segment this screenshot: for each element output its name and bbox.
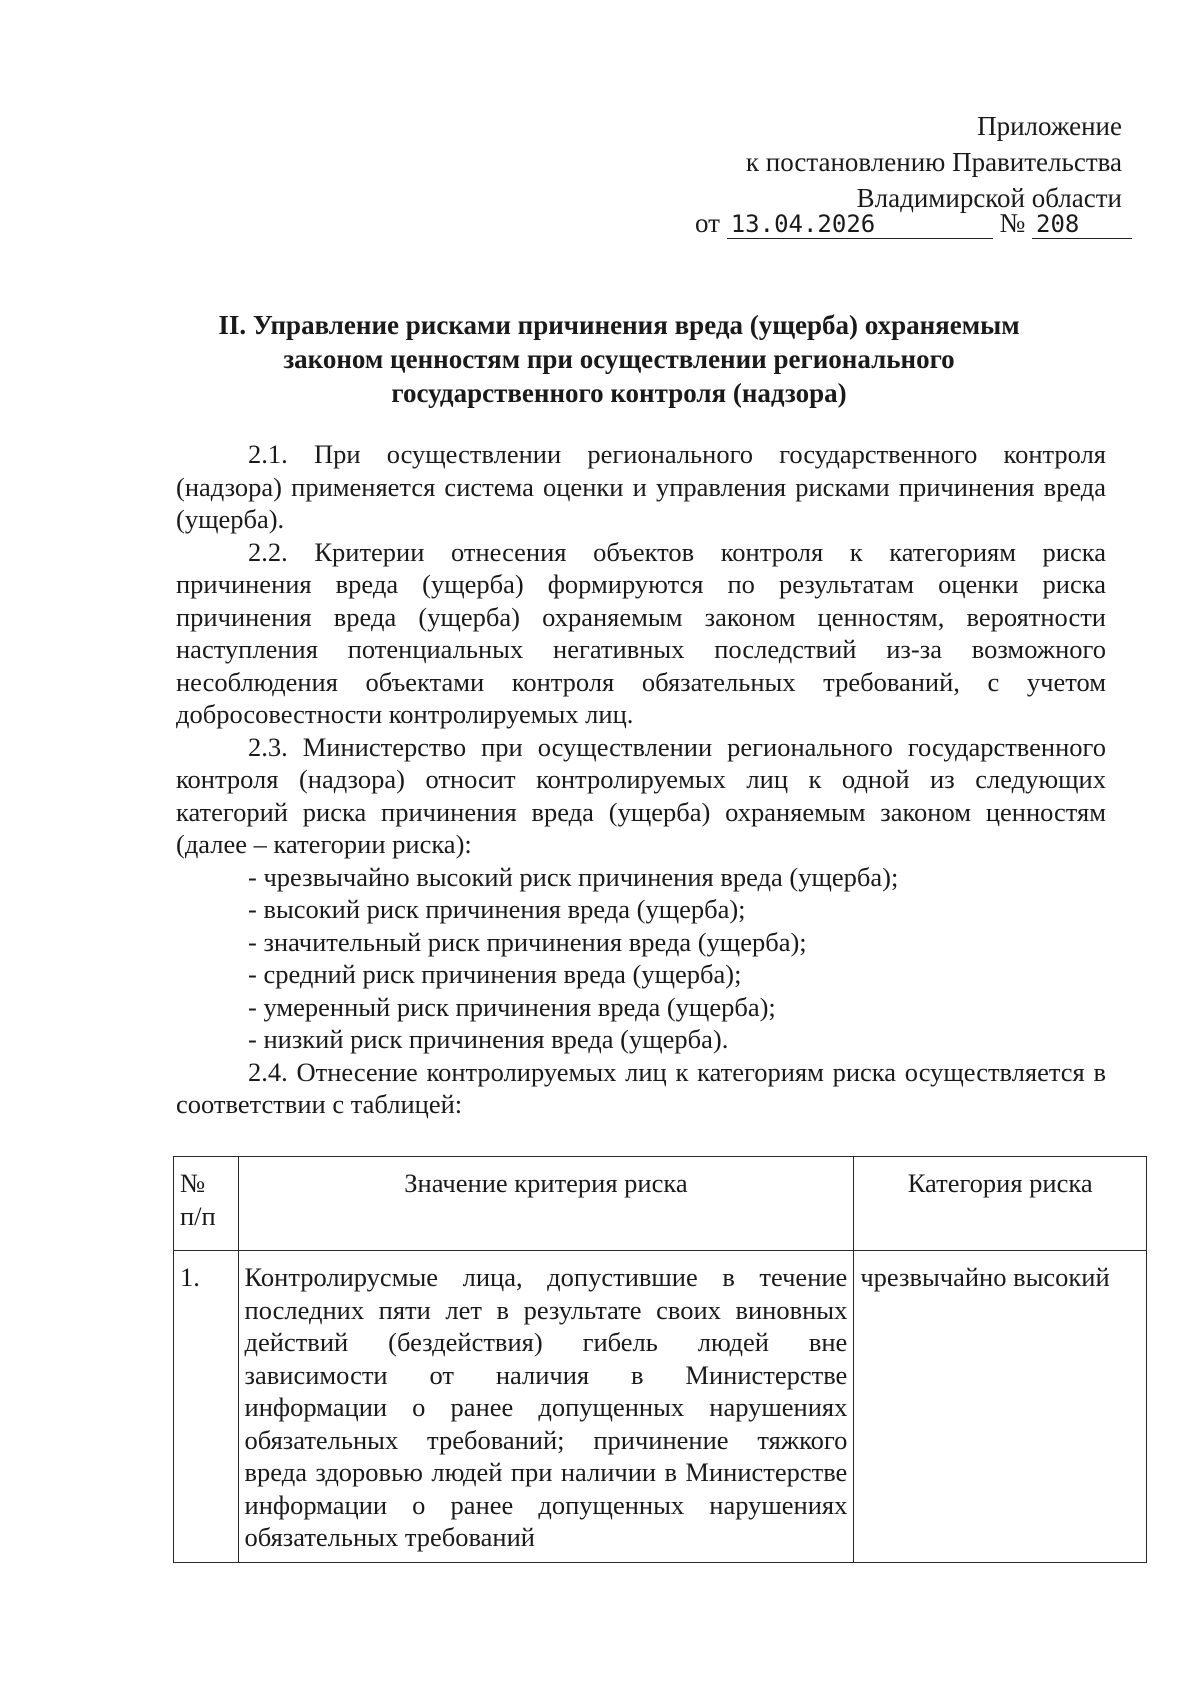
order-number: 208	[1032, 210, 1132, 239]
list-item: - высокий риск причинения вреда (ущерба);	[248, 894, 746, 924]
section-title	[150, 308, 1088, 410]
cell-number: 1.	[174, 1251, 239, 1563]
list-item: - средний риск причинения вреда (ущерба);	[248, 959, 742, 989]
list-item: - значительный риск причинения вреда (ущерба);	[248, 926, 807, 957]
header-criterion: Значение критерия риска	[238, 1157, 854, 1251]
risk-category-list	[176, 861, 1106, 1056]
paragraph-2-1: 2.1. При осуществлении регионального государственного контроля (надзора) применяется система оценки и управления рисками причинения вреда (ущерба).	[176, 439, 1106, 534]
section-title-line: государственного контроля (надзора)	[391, 378, 847, 408]
appendix-line: к постановлению Правительства	[745, 147, 1122, 177]
table-row	[174, 1251, 1147, 1563]
paragraph-2-4: 2.4. Отнесение контролируемых лиц к категориям риска осуществляется в соответствии с таблицей:	[176, 1056, 1106, 1119]
list-item: - умеренный риск причинения вреда (ущерба);	[248, 991, 776, 1022]
appendix-header	[746, 108, 1122, 216]
section-title-line: II. Управление рисками причинения вреда (ущерба) охраняемым	[218, 310, 1020, 340]
risk-criteria-table	[173, 1156, 1147, 1563]
section-title-line: законом ценностям при осуществлении регионального	[283, 344, 955, 374]
paragraph-2-3: 2.3. Министерство при осуществлении регионального государственного контроля (надзора) относит контролируемых лиц к одной из следующих категорий риска причинения вреда (ущерба) охраняемым законом ценностям (далее – категории риска):	[176, 731, 1106, 859]
table-header-row	[174, 1157, 1147, 1251]
number-prefix: №	[999, 208, 1026, 238]
list-item: - чрезвычайно высокий риск причинения вреда (ущерба);	[248, 861, 899, 892]
appendix-line: Приложение	[977, 111, 1122, 141]
appendix-line: Владимирской области	[856, 183, 1122, 213]
cell-criterion: Контролирусмые лица, допустившие в течение последних пяти лет в результате своих виновных действий (бездействия) гибель людей вне зависимости от наличия в Министерстве информации о ранее допущенных нарушениях обязательных требований; причинение тяжкого вреда здоровью людей при наличии в Министерстве информации о ранее допущенных нарушениях обязательных требований	[238, 1251, 854, 1563]
document-body	[176, 438, 1106, 1121]
order-date-number-line	[695, 208, 1132, 239]
paragraph-2-2: 2.2. Критерии отнесения объектов контроля к категориям риска причинения вреда (ущерба) формируются по результатам оценки риска причинения вреда (ущерба) охраняемым законом ценностям, вероятности наступления потенциальных негативных последствий из-за возможного несоблюдения объектами контроля обязательных требований, с учетом добросовестности контролируемых лиц.	[176, 536, 1106, 729]
header-number: № п/п	[174, 1157, 239, 1251]
header-category: Категория риска	[854, 1157, 1147, 1251]
date-prefix: от	[695, 208, 720, 238]
order-date: 13.04.2026	[727, 210, 993, 239]
list-item: - низкий риск причинения вреда (ущерба).	[248, 1024, 729, 1054]
cell-category: чрезвычайно высокий	[854, 1251, 1147, 1563]
